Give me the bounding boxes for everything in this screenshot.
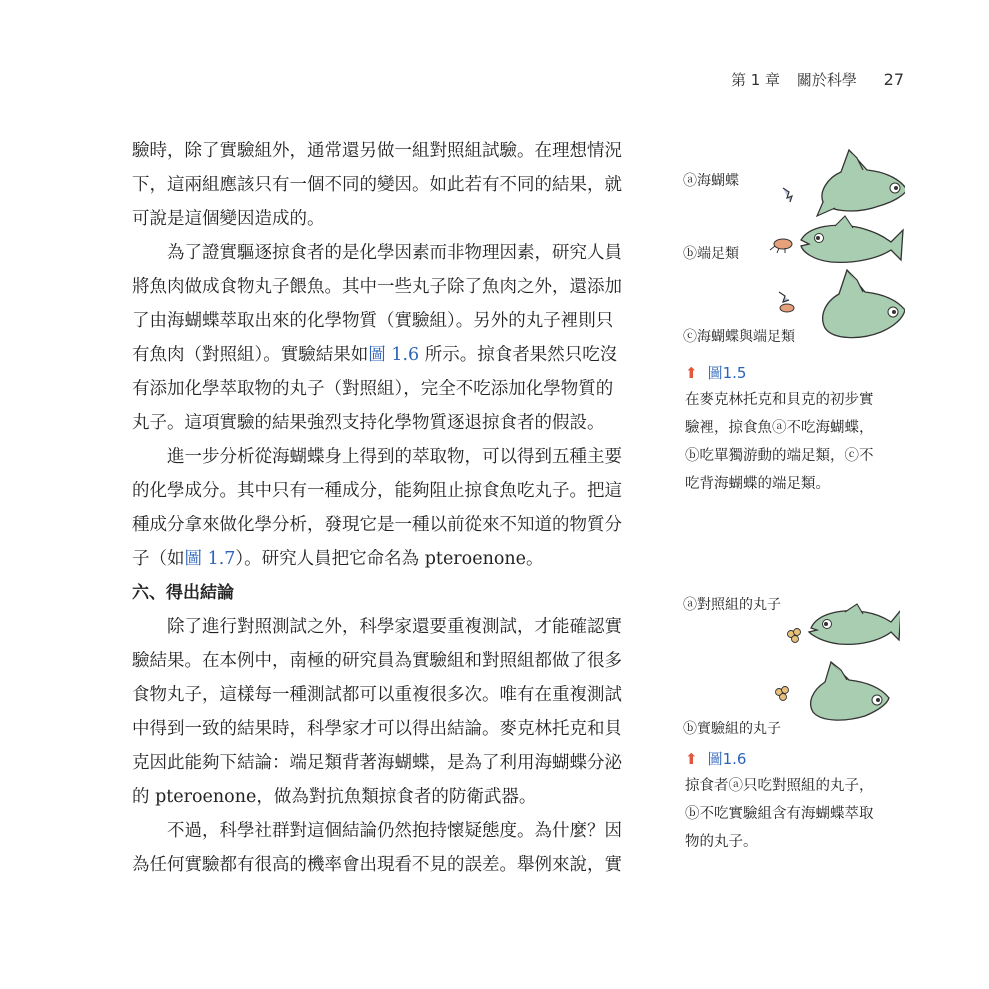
amphipod-icon <box>770 239 792 253</box>
fig15-caption-line: 在麥克林托克和貝克的初步實 <box>685 392 874 408</box>
arrow-up-icon: ⬆ <box>685 364 698 382</box>
text-line <box>132 338 652 372</box>
food-pellets-icon <box>776 687 789 701</box>
text-span: ）。研究人員把它命名為 pteroenone。 <box>235 549 544 569</box>
text-line <box>132 542 652 576</box>
figure-reference-link[interactable]: 圖 1.7 <box>184 549 236 569</box>
text-line: 為任何實驗都有很高的機率會出現看不見的誤差。舉例來說，實 <box>132 855 622 875</box>
predator-fish-icon <box>809 604 900 644</box>
predator-fish-icon <box>811 662 889 720</box>
text-line: 種成分拿來做化學分析，發現它是一種以前從來不知道的物質分 <box>132 515 622 535</box>
text-span: 所示。掠食者果然只吃沒 <box>419 345 618 365</box>
text-line: 為了證實驅逐掠食者的是化學因素而非物理因素，研究人員 <box>167 243 622 263</box>
fig16-illustration <box>765 600 900 725</box>
arrow-up-icon: ⬆ <box>685 750 698 768</box>
text-line: 的 pteroenone，做為對抗魚類掠食者的防衛武器。 <box>132 787 537 807</box>
fig16-caption-line: ⓑ不吃實驗組含有海蝴蝶萃取 <box>685 806 874 822</box>
text-line: 驗結果。在本例中，南極的研究員為實驗組和對照組都做了很多 <box>132 651 622 671</box>
text-span: 子（如 <box>132 549 185 569</box>
text-line: 可說是這個變因造成的。 <box>132 209 325 229</box>
text-span: 有魚肉（對照組）。實驗結果如 <box>132 345 369 365</box>
predator-fish-icon <box>817 150 905 216</box>
text-line: 了由海蝴蝶萃取出來的化學物質（實驗組）。另外的丸子裡則只 <box>132 311 614 331</box>
text-line: 不過，科學社群對這個結論仍然抱持懷疑態度。為什麼？因 <box>167 821 622 841</box>
fig15-caption-block <box>685 360 874 498</box>
fig16-caption-block <box>685 746 874 856</box>
text-line: 下，這兩組應該只有一個不同的變因。如此若有不同的結果，就 <box>132 175 622 195</box>
text-line: 中得到一致的結果時，科學家才可以得出結論。麥克林托克和貝 <box>132 719 622 739</box>
running-header <box>731 69 904 90</box>
figure-reference-link[interactable]: 圖 1.6 <box>368 345 420 365</box>
predator-fish-icon <box>823 270 905 338</box>
predator-fish-icon <box>801 216 903 262</box>
fig15-caption-line: 吃背海蝴蝶的端足類。 <box>685 476 830 492</box>
fig16-title: 圖1.6 <box>707 750 747 768</box>
fig15-caption-line: ⓑ吃單獨游動的端足類，ⓒ不 <box>685 448 874 464</box>
text-line: 丸子。這項實驗的結果強烈支持化學物質逐退掠食者的假設。 <box>132 413 605 433</box>
text-line: 有添加化學萃取物的丸子（對照組），完全不吃添加化學物質的 <box>132 379 614 399</box>
food-pellets-icon <box>788 629 801 643</box>
fig15-title: 圖1.5 <box>707 364 747 382</box>
page-number: 27 <box>883 70 904 89</box>
fig16-label-a: ⓐ對照組的丸子 <box>683 597 781 613</box>
text-line: 進一步分析從海蝴蝶身上得到的萃取物，可以得到五種主要 <box>167 447 622 467</box>
fig16-label-b: ⓑ實驗組的丸子 <box>683 721 781 737</box>
fig15-label-a: ⓐ海蝴蝶 <box>683 173 739 189</box>
fig15-label-c: ⓒ海蝴蝶與端足類 <box>683 329 795 345</box>
text-line: 驗時，除了實驗組外，通常還另做一組對照組試驗。在理想情況 <box>132 141 622 161</box>
fig16-caption-line: 物的丸子。 <box>685 834 758 850</box>
fig15-label-b: ⓑ端足類 <box>683 246 739 262</box>
chapter-title: 關於科學 <box>796 71 857 89</box>
text-line: 克因此能夠下結論：端足類背著海蝴蝶，是為了利用海蝴蝶分泌 <box>132 753 622 773</box>
fig15-illustration <box>765 140 905 355</box>
text-line: 的化學成分。其中只有一種成分，能夠阻止掠食魚吃丸子。把這 <box>132 481 622 501</box>
sea-butterfly-icon <box>783 188 792 202</box>
chapter-number: 第 1 章 <box>730 71 781 89</box>
amphipod-with-sea-butterfly-icon <box>779 292 794 312</box>
text-line: 將魚肉做成食物丸子餵魚。其中一些丸子除了魚肉之外，還添加 <box>132 277 622 297</box>
fig15-caption-line: 驗裡，掠食魚ⓐ不吃海蝴蝶， <box>685 420 874 436</box>
text-line: 食物丸子，這樣每一種測試都可以重複很多次。唯有在重複測試 <box>132 685 622 705</box>
body-text <box>132 134 652 882</box>
fig16-caption-line: 掠食者ⓐ只吃對照組的丸子， <box>685 778 874 794</box>
text-line: 除了進行對照測試之外，科學家還要重複測試，才能確認實 <box>167 617 622 637</box>
section-heading: 六、得出結論 <box>132 583 234 603</box>
